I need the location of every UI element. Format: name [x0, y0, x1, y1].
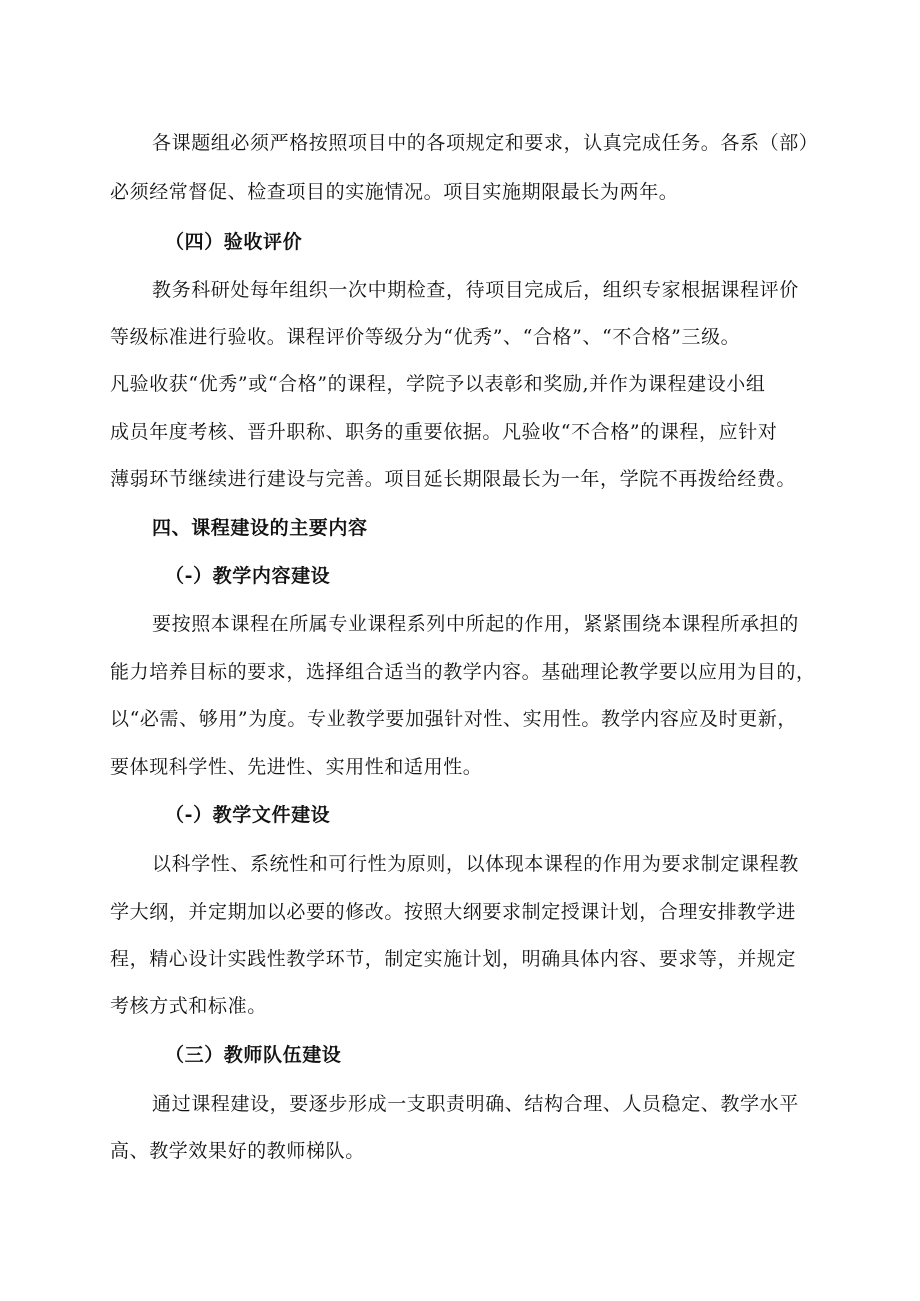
section-heading-main-content: 四、课程建设的主要内容 [152, 517, 368, 539]
paragraph-line: 要按照本课程在所属专业课程系列中所起的作用，紧紧围绕本课程所承担的 [152, 613, 799, 635]
paragraph-line: 必须经常督促、检查项目的实施情况。项目实施期限最长为两年。 [110, 181, 679, 203]
paragraph-line: 等级标准进行验收。课程评价等级分为“优秀”、“合格”、“不合格”三级。 [110, 326, 741, 348]
subsection-heading-teacher-team: （三）教师队伍建设 [165, 1044, 342, 1066]
paragraph-line: 高、教学效果好的教师梯队。 [110, 1140, 365, 1162]
paragraph-line: 能力培养目标的要求，选择组合适当的教学内容。基础理论教学要以应用为目的， [110, 661, 816, 683]
paragraph-line: 以“必需、够用”为度。专业教学要加强针对性、实用性。教学内容应及时更新， [110, 708, 798, 730]
paragraph-line: 教务科研处每年组织一次中期检查，待项目完成后，组织专家根据课程评价 [152, 279, 799, 301]
paragraph-line: 通过课程建设，要逐步形成一支职责明确、结构合理、人员稳定、教学水平 [152, 1093, 799, 1115]
paragraph-line: 程，精心设计实践性教学环节，制定实施计划，明确具体内容、要求等，并规定 [110, 948, 797, 970]
paragraph-line: 学大纲，并定期加以必要的修改。按照大纲要求制定授课计划，合理安排教学进 [110, 901, 797, 923]
subsection-heading-teaching-content: （-）教学内容建设 [165, 565, 331, 587]
subsection-heading-acceptance: （四）验收评价 [165, 231, 303, 253]
subsection-heading-teaching-files: （-）教学文件建设 [165, 804, 331, 826]
paragraph-line: 薄弱环节继续进行建设与完善。项目延长期限最长为一年，学院不再拨给经费。 [110, 468, 797, 490]
paragraph-line: 要体现科学性、先进性、实用性和适用性。 [110, 756, 483, 778]
paragraph-line: 考核方式和标准。 [110, 995, 267, 1017]
paragraph-line: 成员年度考核、晋升职称、职务的重要依据。凡验收“不合格”的课程，应针对 [110, 421, 778, 443]
paragraph-line: 各课题组必须严格按照项目中的各项规定和要求，认真完成任务。各系（部） [152, 132, 819, 154]
paragraph-line: 以科学性、系统性和可行性为原则，以体现本课程的作用为要求制定课程教 [152, 853, 799, 875]
paragraph-line: 凡验收获“优秀”或“合格”的课程，学院予以表彰和奖励,并作为课程建设小组 [110, 373, 766, 395]
